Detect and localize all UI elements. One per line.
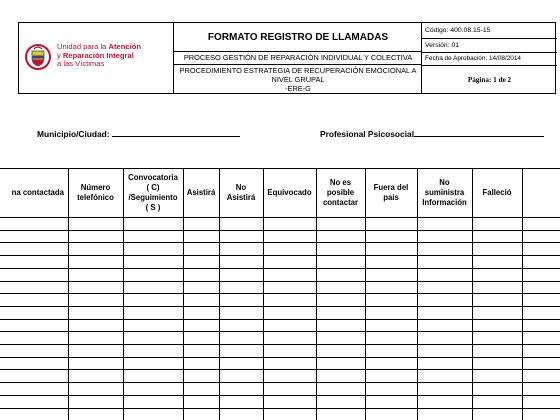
profesional-label: Profesional Psicosocial: [320, 129, 415, 139]
municipio-label: Municipio/Ciudad:: [37, 129, 110, 139]
table-header-label: No: [439, 177, 450, 187]
table-header-label: posible: [326, 187, 355, 197]
calls-table: [0, 168, 560, 420]
table-header-cell: [316, 168, 365, 217]
table-row[interactable]: [0, 217, 560, 230]
table-header-cell: [522, 168, 560, 217]
table-header-label: na contactada: [11, 187, 64, 197]
table-row[interactable]: [0, 230, 560, 243]
table-row[interactable]: [0, 408, 560, 420]
colombia-seal-icon: [25, 43, 51, 71]
table-row[interactable]: [0, 331, 560, 344]
table-header-label: Equivocado: [267, 187, 312, 197]
table-header-cell: [472, 168, 522, 217]
form-title: FORMATO REGISTRO DE LLAMADAS: [207, 31, 389, 43]
unit-logo: [25, 41, 165, 75]
table-row[interactable]: [0, 306, 560, 319]
table-header-cell: [123, 168, 183, 217]
process-name: PROCESO GESTIÓN DE REPARACIÓN INDIVIDUAL Y COLECTIVA: [183, 53, 413, 62]
municipio-input-line[interactable]: [112, 128, 240, 137]
page-number: Página: 1 de 2: [467, 76, 512, 84]
table-header-cell: [263, 168, 316, 217]
table-row[interactable]: [0, 242, 560, 255]
profesional-field: [320, 128, 544, 139]
table-header-label: contactar: [322, 197, 359, 207]
table-header-cell: [365, 168, 417, 217]
table-header-label: telefónico: [77, 192, 114, 202]
table-row[interactable]: [0, 293, 560, 306]
table-row[interactable]: [0, 369, 560, 382]
table-header-label: Información: [422, 197, 467, 207]
table-row[interactable]: [0, 382, 560, 395]
table-header-label: /Seguimiento: [128, 192, 178, 202]
table-row[interactable]: [0, 319, 560, 332]
document-code: Código: 400.08.15-15: [425, 27, 491, 34]
table-row[interactable]: [0, 344, 560, 357]
table-row[interactable]: [0, 255, 560, 268]
table-header-label: Asistirá: [186, 187, 216, 197]
table-row[interactable]: [0, 357, 560, 370]
profesional-input-line[interactable]: [414, 128, 544, 137]
table-row[interactable]: [0, 268, 560, 281]
table-header-label: Fuera del: [373, 182, 409, 192]
table-header-cell: [0, 168, 68, 217]
approval-date: Fecha de Aprobación: 14/08/2014: [425, 55, 521, 62]
table-row[interactable]: [0, 395, 560, 408]
table-header-label: país: [383, 192, 399, 202]
table-header-label: Número: [80, 182, 111, 192]
table-header-cell: [183, 168, 219, 217]
table-header-cell: [219, 168, 263, 217]
document-header: [18, 22, 556, 94]
table-header-label: ( S ): [145, 202, 161, 212]
document-version: Versión: 01: [425, 41, 460, 49]
logo-text: Unidad para la Atención y Reparación Integral a las Víctimas: [57, 42, 142, 69]
table-header-label: No: [235, 182, 247, 192]
table-header-label: suministra: [424, 187, 465, 197]
municipio-field: [37, 128, 240, 139]
table-header-cell: [68, 168, 123, 217]
table-header-label: ( C): [146, 182, 160, 192]
table-header-label: Asistirá: [226, 192, 256, 202]
table-header-label: No es: [329, 177, 352, 187]
table-header-label: Falleció: [482, 187, 512, 197]
table-header-label: Convocatoria: [128, 172, 178, 182]
table-header-cell: [417, 168, 472, 217]
table-row[interactable]: [0, 281, 560, 294]
procedure-name: PROCEDIMIENTO ESTRATEGIA DE RECUPERACIÓN EMOCIONAL A NIVEL GRUPAL -ERE-G: [179, 66, 417, 93]
